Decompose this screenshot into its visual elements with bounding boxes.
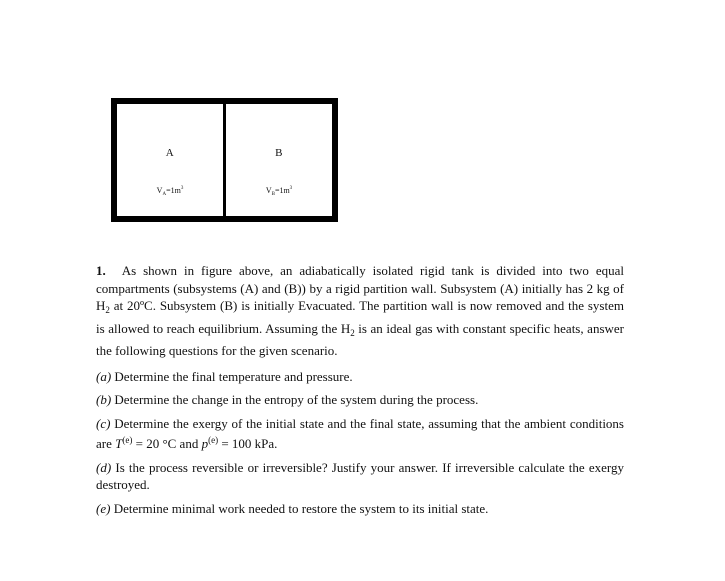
compartment-b-label: B	[275, 147, 283, 159]
compartment-b	[226, 104, 332, 216]
compartment-a-label: A	[165, 147, 175, 159]
problem-statement	[96, 262, 624, 523]
problem-intro: 1. As shown in figure above, an adiabatically isolated rigid tank is divided into two equal compartments (subsystems (A) and (B)) by a rigid partition wall. Subsystem (A) initially has 2 kg of $H_2$ at 20ºC. Subsystem (B) is initially Evacuated. The partition wall is now removed and the system is allowed to reach equilibrium. Assuming the $H_2$ is an ideal gas with constant specific heats, answer the following questions for the given scenario.	[96, 263, 624, 358]
question-d: (d) Is the process reversible or irreversible? Justify your answer. If irreversible calculate the exergy destroyed.	[96, 459, 624, 492]
compartment-a	[117, 104, 223, 216]
compartment-a-volume: $V_A=1m^3$	[156, 186, 184, 197]
problem-number: 1.	[96, 263, 106, 278]
compartment-b-volume: $V_B=1m^3$	[265, 186, 293, 197]
rigid-tank-figure	[111, 98, 338, 222]
question-a: (a) Determine the final temperature and pressure.	[96, 368, 353, 384]
question-c: (c) Determine the exergy of the initial state and the final state, assuming that the ambient conditions are $T^{(e)} = 20$ °C and $p^{(e)} = 100$ kPa.	[96, 415, 624, 451]
question-b: (b) Determine the change in the entropy of the system during the process.	[96, 392, 479, 407]
question-e: (e) Determine minimal work needed to restore the system to its initial state.	[96, 500, 489, 516]
